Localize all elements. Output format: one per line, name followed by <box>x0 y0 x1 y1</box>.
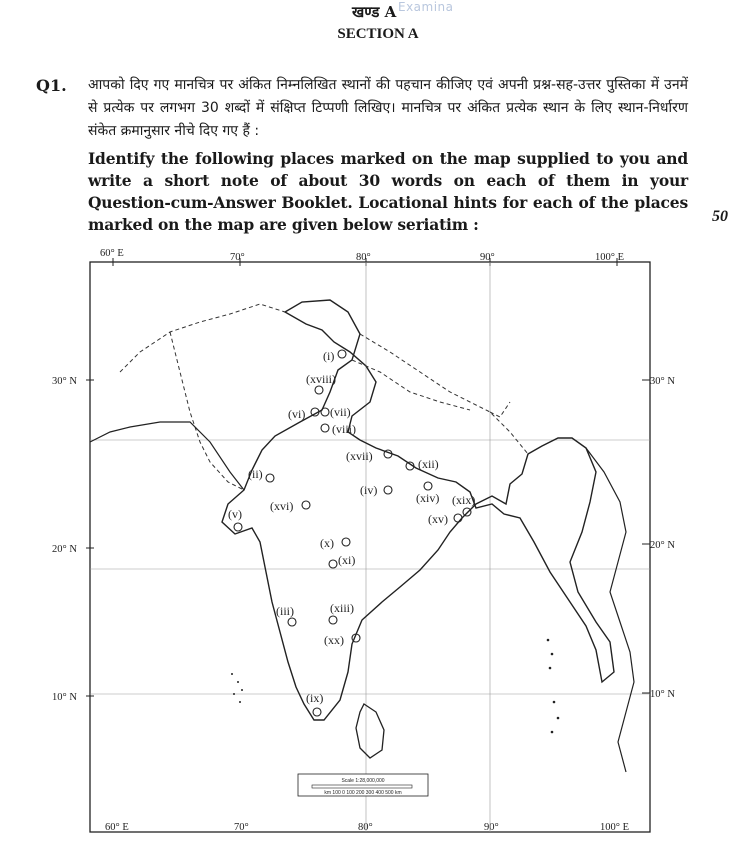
left-lat-20: 20° N <box>52 544 77 555</box>
outline-map <box>30 242 730 852</box>
top-lon-90: 90° <box>480 252 495 263</box>
map-figure <box>30 242 730 852</box>
place-label-xiii: (xiii) <box>330 601 354 615</box>
place-label-ii: (ii) <box>248 467 263 481</box>
question-number: Q1. <box>36 76 67 95</box>
bottom-lon-80: 80° <box>358 822 373 833</box>
place-label-xvi: (xvi) <box>270 499 294 513</box>
marks: 50 <box>712 208 728 225</box>
watermark: Examina <box>398 0 454 14</box>
place-label-v: (v) <box>228 507 242 521</box>
question-text-english: Identify the following places marked on the map supplied to you and write a short note of about 30 words on each of them in your Question-cum-Answer Booklet. Locational hints for each of the places marked on the map are given below seriatim : <box>88 149 688 234</box>
place-label-viii: (viii) <box>332 422 356 436</box>
top-lon-60: 60° E <box>100 248 124 259</box>
place-label-xi: (xi) <box>338 553 356 567</box>
section-heading: SECTION A <box>337 26 419 42</box>
question-text-hindi: आपको दिए गए मानचित्र पर अंकित निम्नलिखित स्थानों की पहचान कीजिए एवं अपनी प्रश्न-सह-उत्तर पुस्तिका में उनमें से प्रत्येक पर लगभग 30 शब्दों में संक्षिप्त टिप्पणी लिखिए। मानचित्र पर अंकित प्रत्येक स्थान के लिए स्थान-निर्धारण संकेत क्रमानुसार नीचे दिए गए हैं : <box>88 77 688 139</box>
place-label-xiv: (xiv) <box>416 491 440 505</box>
bottom-lon-70: 70° <box>234 822 249 833</box>
right-lat-10: 10° N <box>650 689 675 700</box>
scale-bar <box>298 774 428 796</box>
scale-units: km 100 0 100 200 300 400 500 km <box>324 790 402 796</box>
bottom-lon-60: 60° E <box>105 822 129 833</box>
khand-heading: खण्ड A <box>352 3 397 21</box>
place-label-xx: (xx) <box>324 633 344 647</box>
island-dots <box>231 639 559 734</box>
place-label-vii: (vii) <box>330 405 351 419</box>
place-label-xvii: (xvii) <box>346 449 373 463</box>
place-label-ix: (ix) <box>306 691 324 705</box>
left-lat-30: 30° N <box>52 376 77 387</box>
place-label-xv: (xv) <box>428 512 448 526</box>
place-label-xviii: (xviii) <box>306 372 336 386</box>
left-lat-10: 10° N <box>52 692 77 703</box>
sri-lanka-outline <box>356 704 384 758</box>
place-markers <box>234 350 471 716</box>
top-lon-70: 70° <box>230 252 245 263</box>
right-lat-30: 30° N <box>650 376 675 387</box>
right-lat-20: 20° N <box>650 540 675 551</box>
place-label-xii: (xii) <box>418 457 439 471</box>
top-lon-80: 80° <box>356 252 371 263</box>
latitude-ticks <box>86 380 650 696</box>
scale-title: Scale 1:28,000,000 <box>341 778 385 784</box>
east-coastline <box>586 448 634 772</box>
place-label-iii: (iii) <box>276 604 294 618</box>
bottom-lon-100: 100° E <box>600 822 629 833</box>
place-label-vi: (vi) <box>288 407 306 421</box>
northwest-coast <box>90 422 244 490</box>
bottom-lon-90: 90° <box>484 822 499 833</box>
place-label-iv: (iv) <box>360 483 378 497</box>
place-label-i: (i) <box>323 349 335 363</box>
place-label-xix: (xix) <box>452 493 476 507</box>
place-label-x: (x) <box>320 536 334 550</box>
top-lon-100: 100° E <box>595 252 624 263</box>
